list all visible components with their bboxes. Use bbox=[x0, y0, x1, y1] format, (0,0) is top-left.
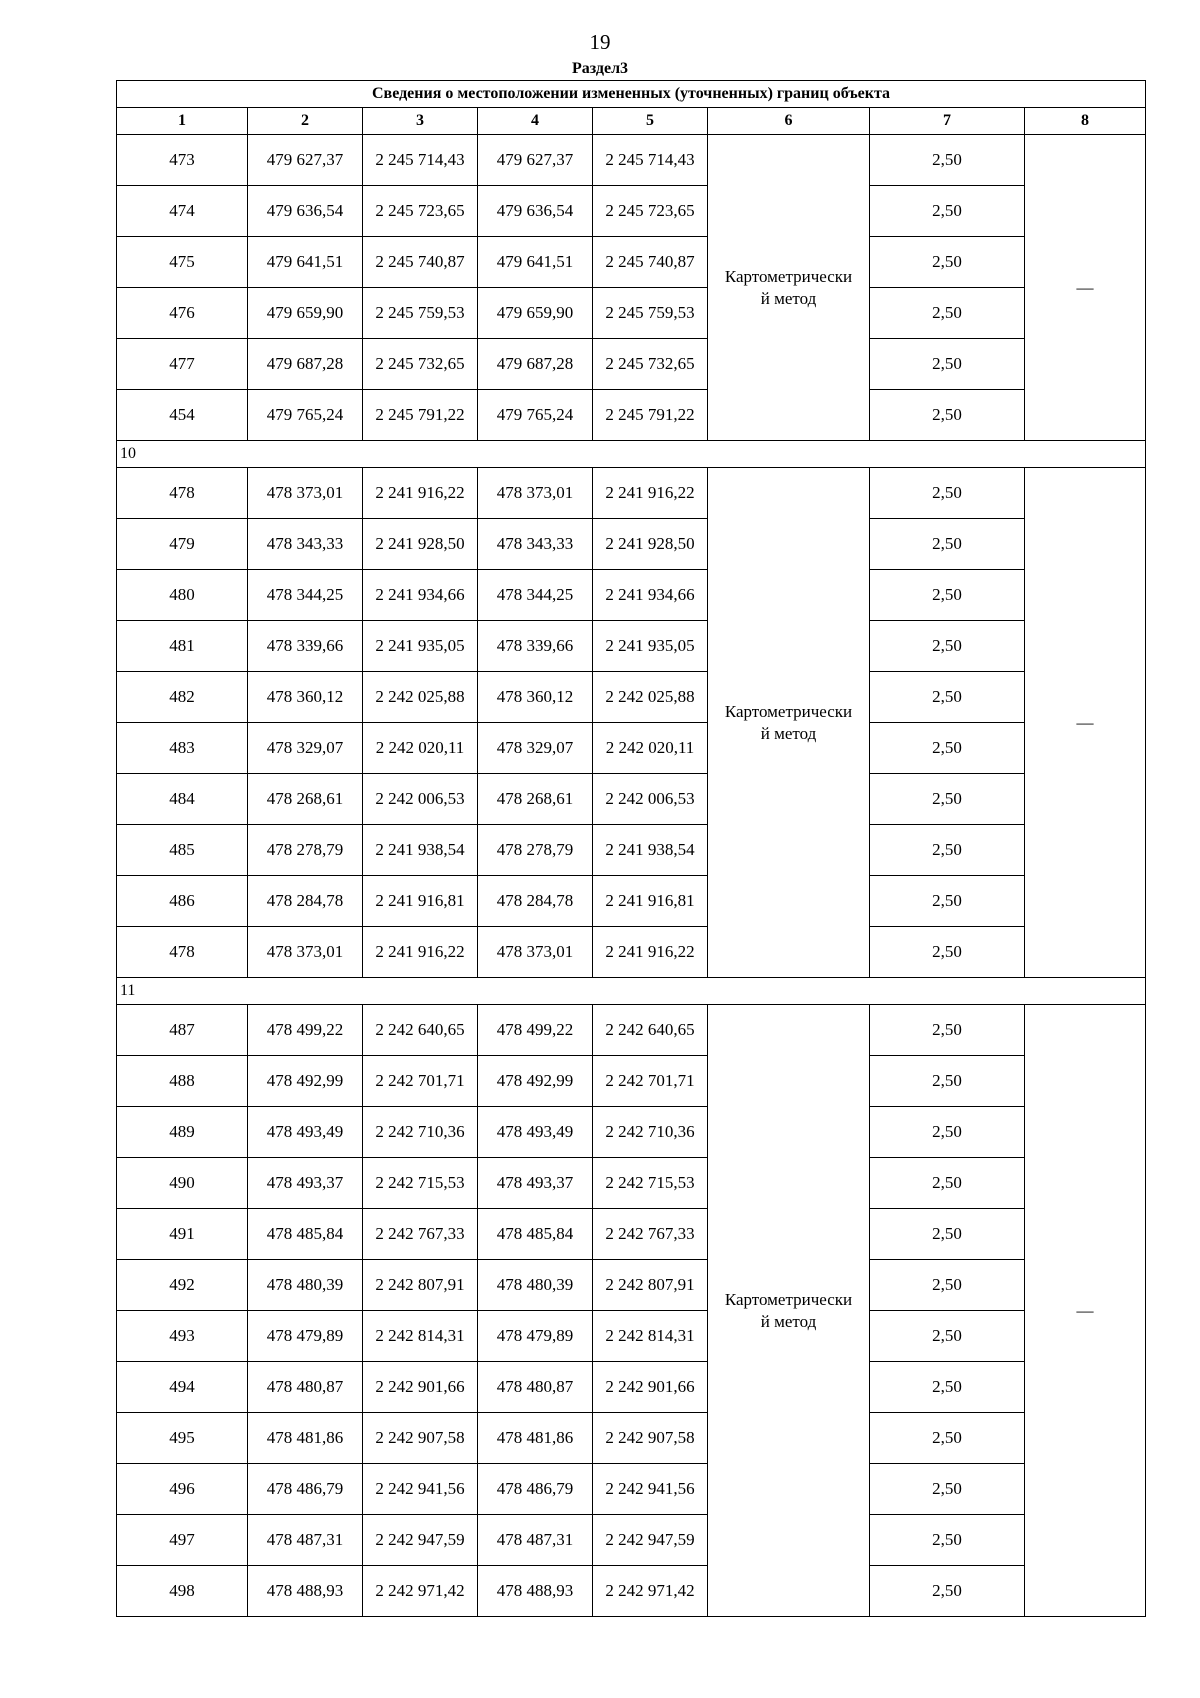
point-number-cell: 481 bbox=[117, 621, 248, 672]
updated-x-cell: 479 765,24 bbox=[478, 390, 593, 441]
existing-x-cell: 479 641,51 bbox=[248, 237, 363, 288]
updated-x-cell: 478 487,31 bbox=[478, 1515, 593, 1566]
updated-y-cell: 2 245 714,43 bbox=[593, 135, 708, 186]
accuracy-cell: 2,50 bbox=[870, 825, 1025, 876]
point-number-cell: 498 bbox=[117, 1566, 248, 1617]
method-cell bbox=[708, 135, 870, 441]
point-number-cell: 492 bbox=[117, 1260, 248, 1311]
updated-x-cell: 478 492,99 bbox=[478, 1056, 593, 1107]
updated-x-cell: 478 344,25 bbox=[478, 570, 593, 621]
col8-dash-cell: — bbox=[1025, 135, 1146, 441]
existing-y-cell: 2 242 025,88 bbox=[363, 672, 478, 723]
existing-x-cell: 478 481,86 bbox=[248, 1413, 363, 1464]
column-number: 2 bbox=[248, 108, 363, 135]
updated-y-cell: 2 241 934,66 bbox=[593, 570, 708, 621]
existing-y-cell: 2 242 640,65 bbox=[363, 1005, 478, 1056]
updated-y-cell: 2 245 791,22 bbox=[593, 390, 708, 441]
existing-y-cell: 2 245 791,22 bbox=[363, 390, 478, 441]
table-row bbox=[117, 1158, 1146, 1209]
point-number-cell: 497 bbox=[117, 1515, 248, 1566]
accuracy-cell: 2,50 bbox=[870, 390, 1025, 441]
table-row bbox=[117, 1209, 1146, 1260]
accuracy-cell: 2,50 bbox=[870, 1005, 1025, 1056]
point-number-cell: 495 bbox=[117, 1413, 248, 1464]
updated-y-cell: 2 245 723,65 bbox=[593, 186, 708, 237]
existing-y-cell: 2 242 767,33 bbox=[363, 1209, 478, 1260]
updated-y-cell: 2 245 732,65 bbox=[593, 339, 708, 390]
accuracy-cell: 2,50 bbox=[870, 1107, 1025, 1158]
existing-y-cell: 2 242 006,53 bbox=[363, 774, 478, 825]
col8-dash-cell: — bbox=[1025, 468, 1146, 978]
page-number: 19 bbox=[589, 30, 611, 54]
updated-x-cell: 478 268,61 bbox=[478, 774, 593, 825]
accuracy-cell: 2,50 bbox=[870, 1311, 1025, 1362]
table-row bbox=[117, 825, 1146, 876]
updated-y-cell: 2 242 971,42 bbox=[593, 1566, 708, 1617]
updated-x-cell: 478 278,79 bbox=[478, 825, 593, 876]
method-text-line2: й метод bbox=[760, 1311, 817, 1331]
existing-x-cell: 478 479,89 bbox=[248, 1311, 363, 1362]
existing-x-cell: 478 339,66 bbox=[248, 621, 363, 672]
updated-x-cell: 478 481,86 bbox=[478, 1413, 593, 1464]
table-caption: Сведения о местоположении измененных (уточненных) границ объекта bbox=[117, 81, 1146, 108]
group-header-row bbox=[117, 441, 1146, 468]
column-number: 5 bbox=[593, 108, 708, 135]
table-row bbox=[117, 876, 1146, 927]
existing-y-cell: 2 242 971,42 bbox=[363, 1566, 478, 1617]
existing-y-cell: 2 242 941,56 bbox=[363, 1464, 478, 1515]
existing-x-cell: 478 373,01 bbox=[248, 927, 363, 978]
existing-y-cell: 2 242 020,11 bbox=[363, 723, 478, 774]
point-number-cell: 485 bbox=[117, 825, 248, 876]
updated-x-cell: 478 479,89 bbox=[478, 1311, 593, 1362]
existing-y-cell: 2 241 916,22 bbox=[363, 927, 478, 978]
existing-x-cell: 479 627,37 bbox=[248, 135, 363, 186]
existing-y-cell: 2 242 715,53 bbox=[363, 1158, 478, 1209]
accuracy-cell: 2,50 bbox=[870, 237, 1025, 288]
accuracy-cell: 2,50 bbox=[870, 468, 1025, 519]
updated-x-cell: 478 493,49 bbox=[478, 1107, 593, 1158]
updated-x-cell: 478 485,84 bbox=[478, 1209, 593, 1260]
table-row bbox=[117, 672, 1146, 723]
table-row bbox=[117, 1464, 1146, 1515]
existing-y-cell: 2 241 934,66 bbox=[363, 570, 478, 621]
existing-x-cell: 479 659,90 bbox=[248, 288, 363, 339]
existing-y-cell: 2 245 714,43 bbox=[363, 135, 478, 186]
updated-x-cell: 478 329,07 bbox=[478, 723, 593, 774]
updated-y-cell: 2 241 935,05 bbox=[593, 621, 708, 672]
point-number-cell: 478 bbox=[117, 468, 248, 519]
accuracy-cell: 2,50 bbox=[870, 1362, 1025, 1413]
table-row bbox=[117, 1005, 1146, 1056]
updated-y-cell: 2 242 006,53 bbox=[593, 774, 708, 825]
existing-x-cell: 478 487,31 bbox=[248, 1515, 363, 1566]
updated-x-cell: 479 627,37 bbox=[478, 135, 593, 186]
col8-dash-cell: — bbox=[1025, 1005, 1146, 1617]
point-number-cell: 489 bbox=[117, 1107, 248, 1158]
updated-y-cell: 2 242 907,58 bbox=[593, 1413, 708, 1464]
table-row bbox=[117, 1056, 1146, 1107]
existing-y-cell: 2 241 928,50 bbox=[363, 519, 478, 570]
method-text-line1: Картометрически bbox=[724, 266, 853, 286]
updated-y-cell: 2 242 701,71 bbox=[593, 1056, 708, 1107]
updated-x-cell: 478 480,87 bbox=[478, 1362, 593, 1413]
table-row bbox=[117, 1362, 1146, 1413]
accuracy-cell: 2,50 bbox=[870, 1260, 1025, 1311]
point-number-cell: 476 bbox=[117, 288, 248, 339]
existing-y-cell: 2 245 723,65 bbox=[363, 186, 478, 237]
updated-y-cell: 2 242 715,53 bbox=[593, 1158, 708, 1209]
updated-y-cell: 2 242 901,66 bbox=[593, 1362, 708, 1413]
updated-x-cell: 479 659,90 bbox=[478, 288, 593, 339]
table-caption-row bbox=[117, 81, 1146, 108]
method-cell bbox=[708, 468, 870, 978]
existing-x-cell: 479 636,54 bbox=[248, 186, 363, 237]
existing-x-cell: 478 343,33 bbox=[248, 519, 363, 570]
table-row bbox=[117, 186, 1146, 237]
point-number-cell: 474 bbox=[117, 186, 248, 237]
existing-y-cell: 2 245 740,87 bbox=[363, 237, 478, 288]
method-text-line2: й метод bbox=[760, 723, 817, 743]
accuracy-cell: 2,50 bbox=[870, 1209, 1025, 1260]
updated-y-cell: 2 242 640,65 bbox=[593, 1005, 708, 1056]
existing-x-cell: 479 765,24 bbox=[248, 390, 363, 441]
updated-x-cell: 478 343,33 bbox=[478, 519, 593, 570]
section-title: Раздел3 bbox=[571, 60, 629, 77]
point-number-cell: 493 bbox=[117, 1311, 248, 1362]
updated-x-cell: 478 486,79 bbox=[478, 1464, 593, 1515]
updated-y-cell: 2 242 941,56 bbox=[593, 1464, 708, 1515]
existing-y-cell: 2 242 947,59 bbox=[363, 1515, 478, 1566]
method-text-line1: Картометрически bbox=[724, 1289, 853, 1309]
updated-x-cell: 478 373,01 bbox=[478, 468, 593, 519]
table-row bbox=[117, 1515, 1146, 1566]
updated-y-cell: 2 245 759,53 bbox=[593, 288, 708, 339]
group-header-row bbox=[117, 978, 1146, 1005]
accuracy-cell: 2,50 bbox=[870, 1515, 1025, 1566]
existing-x-cell: 478 329,07 bbox=[248, 723, 363, 774]
table-row bbox=[117, 774, 1146, 825]
point-number-cell: 491 bbox=[117, 1209, 248, 1260]
accuracy-cell: 2,50 bbox=[870, 186, 1025, 237]
point-number-cell: 479 bbox=[117, 519, 248, 570]
point-number-cell: 494 bbox=[117, 1362, 248, 1413]
table-row bbox=[117, 723, 1146, 774]
existing-y-cell: 2 242 901,66 bbox=[363, 1362, 478, 1413]
accuracy-cell: 2,50 bbox=[870, 672, 1025, 723]
updated-x-cell: 479 636,54 bbox=[478, 186, 593, 237]
accuracy-cell: 2,50 bbox=[870, 1158, 1025, 1209]
method-text-line2: й метод bbox=[760, 288, 817, 308]
accuracy-cell: 2,50 bbox=[870, 1413, 1025, 1464]
table-row bbox=[117, 1566, 1146, 1617]
existing-x-cell: 478 493,49 bbox=[248, 1107, 363, 1158]
table-row bbox=[117, 237, 1146, 288]
updated-y-cell: 2 242 947,59 bbox=[593, 1515, 708, 1566]
column-number: 3 bbox=[363, 108, 478, 135]
existing-x-cell: 478 499,22 bbox=[248, 1005, 363, 1056]
existing-x-cell: 478 278,79 bbox=[248, 825, 363, 876]
column-number-row bbox=[117, 108, 1146, 135]
point-number-cell: 486 bbox=[117, 876, 248, 927]
point-number-cell: 478 bbox=[117, 927, 248, 978]
table-row bbox=[117, 1311, 1146, 1362]
accuracy-cell: 2,50 bbox=[870, 288, 1025, 339]
accuracy-cell: 2,50 bbox=[870, 774, 1025, 825]
accuracy-cell: 2,50 bbox=[870, 1056, 1025, 1107]
table-row bbox=[117, 927, 1146, 978]
point-number-cell: 490 bbox=[117, 1158, 248, 1209]
table-row bbox=[117, 621, 1146, 672]
updated-y-cell: 2 241 928,50 bbox=[593, 519, 708, 570]
updated-y-cell: 2 241 938,54 bbox=[593, 825, 708, 876]
updated-x-cell: 478 284,78 bbox=[478, 876, 593, 927]
table-row bbox=[117, 288, 1146, 339]
updated-x-cell: 478 373,01 bbox=[478, 927, 593, 978]
point-number-cell: 488 bbox=[117, 1056, 248, 1107]
existing-x-cell: 478 485,84 bbox=[248, 1209, 363, 1260]
accuracy-cell: 2,50 bbox=[870, 570, 1025, 621]
existing-y-cell: 2 242 710,36 bbox=[363, 1107, 478, 1158]
column-number: 8 bbox=[1025, 108, 1146, 135]
accuracy-cell: 2,50 bbox=[870, 339, 1025, 390]
updated-x-cell: 479 641,51 bbox=[478, 237, 593, 288]
table-row bbox=[117, 519, 1146, 570]
existing-y-cell: 2 242 701,71 bbox=[363, 1056, 478, 1107]
column-number: 1 bbox=[117, 108, 248, 135]
accuracy-cell: 2,50 bbox=[870, 1464, 1025, 1515]
updated-x-cell: 479 687,28 bbox=[478, 339, 593, 390]
group-label: 11 bbox=[117, 978, 1146, 1005]
accuracy-cell: 2,50 bbox=[870, 621, 1025, 672]
method-cell bbox=[708, 1005, 870, 1617]
point-number-cell: 496 bbox=[117, 1464, 248, 1515]
existing-y-cell: 2 245 759,53 bbox=[363, 288, 478, 339]
point-number-cell: 483 bbox=[117, 723, 248, 774]
updated-y-cell: 2 245 740,87 bbox=[593, 237, 708, 288]
existing-y-cell: 2 242 907,58 bbox=[363, 1413, 478, 1464]
accuracy-cell: 2,50 bbox=[870, 723, 1025, 774]
existing-x-cell: 478 480,39 bbox=[248, 1260, 363, 1311]
updated-y-cell: 2 242 710,36 bbox=[593, 1107, 708, 1158]
existing-x-cell: 478 360,12 bbox=[248, 672, 363, 723]
existing-x-cell: 478 488,93 bbox=[248, 1566, 363, 1617]
updated-y-cell: 2 242 807,91 bbox=[593, 1260, 708, 1311]
existing-y-cell: 2 241 916,22 bbox=[363, 468, 478, 519]
existing-y-cell: 2 241 935,05 bbox=[363, 621, 478, 672]
accuracy-cell: 2,50 bbox=[870, 135, 1025, 186]
existing-y-cell: 2 241 916,81 bbox=[363, 876, 478, 927]
table-row bbox=[117, 339, 1146, 390]
point-number-cell: 477 bbox=[117, 339, 248, 390]
existing-x-cell: 479 687,28 bbox=[248, 339, 363, 390]
method-text-line1: Картометрически bbox=[724, 701, 853, 721]
column-number: 4 bbox=[478, 108, 593, 135]
existing-x-cell: 478 480,87 bbox=[248, 1362, 363, 1413]
accuracy-cell: 2,50 bbox=[870, 1566, 1025, 1617]
point-number-cell: 454 bbox=[117, 390, 248, 441]
updated-x-cell: 478 480,39 bbox=[478, 1260, 593, 1311]
table-row bbox=[117, 1107, 1146, 1158]
existing-x-cell: 478 268,61 bbox=[248, 774, 363, 825]
point-number-cell: 484 bbox=[117, 774, 248, 825]
existing-y-cell: 2 245 732,65 bbox=[363, 339, 478, 390]
updated-x-cell: 478 499,22 bbox=[478, 1005, 593, 1056]
group-label: 10 bbox=[117, 441, 1146, 468]
table-row bbox=[117, 390, 1146, 441]
updated-y-cell: 2 241 916,22 bbox=[593, 468, 708, 519]
table-row bbox=[117, 135, 1146, 186]
table-body bbox=[117, 81, 1146, 1617]
table-row bbox=[117, 1413, 1146, 1464]
point-number-cell: 480 bbox=[117, 570, 248, 621]
existing-x-cell: 478 492,99 bbox=[248, 1056, 363, 1107]
existing-y-cell: 2 241 938,54 bbox=[363, 825, 478, 876]
point-number-cell: 475 bbox=[117, 237, 248, 288]
column-number: 6 bbox=[708, 108, 870, 135]
existing-x-cell: 478 373,01 bbox=[248, 468, 363, 519]
updated-y-cell: 2 242 025,88 bbox=[593, 672, 708, 723]
coordinates-table bbox=[116, 80, 1146, 1617]
updated-y-cell: 2 242 020,11 bbox=[593, 723, 708, 774]
updated-x-cell: 478 339,66 bbox=[478, 621, 593, 672]
point-number-cell: 482 bbox=[117, 672, 248, 723]
existing-x-cell: 478 344,25 bbox=[248, 570, 363, 621]
accuracy-cell: 2,50 bbox=[870, 519, 1025, 570]
existing-x-cell: 478 284,78 bbox=[248, 876, 363, 927]
existing-y-cell: 2 242 807,91 bbox=[363, 1260, 478, 1311]
existing-x-cell: 478 486,79 bbox=[248, 1464, 363, 1515]
updated-x-cell: 478 488,93 bbox=[478, 1566, 593, 1617]
table-row bbox=[117, 1260, 1146, 1311]
updated-y-cell: 2 241 916,22 bbox=[593, 927, 708, 978]
table-row bbox=[117, 468, 1146, 519]
table-row bbox=[117, 570, 1146, 621]
point-number-cell: 487 bbox=[117, 1005, 248, 1056]
updated-y-cell: 2 241 916,81 bbox=[593, 876, 708, 927]
updated-y-cell: 2 242 767,33 bbox=[593, 1209, 708, 1260]
updated-x-cell: 478 360,12 bbox=[478, 672, 593, 723]
point-number-cell: 473 bbox=[117, 135, 248, 186]
updated-y-cell: 2 242 814,31 bbox=[593, 1311, 708, 1362]
column-number: 7 bbox=[870, 108, 1025, 135]
updated-x-cell: 478 493,37 bbox=[478, 1158, 593, 1209]
accuracy-cell: 2,50 bbox=[870, 876, 1025, 927]
existing-y-cell: 2 242 814,31 bbox=[363, 1311, 478, 1362]
existing-x-cell: 478 493,37 bbox=[248, 1158, 363, 1209]
accuracy-cell: 2,50 bbox=[870, 927, 1025, 978]
